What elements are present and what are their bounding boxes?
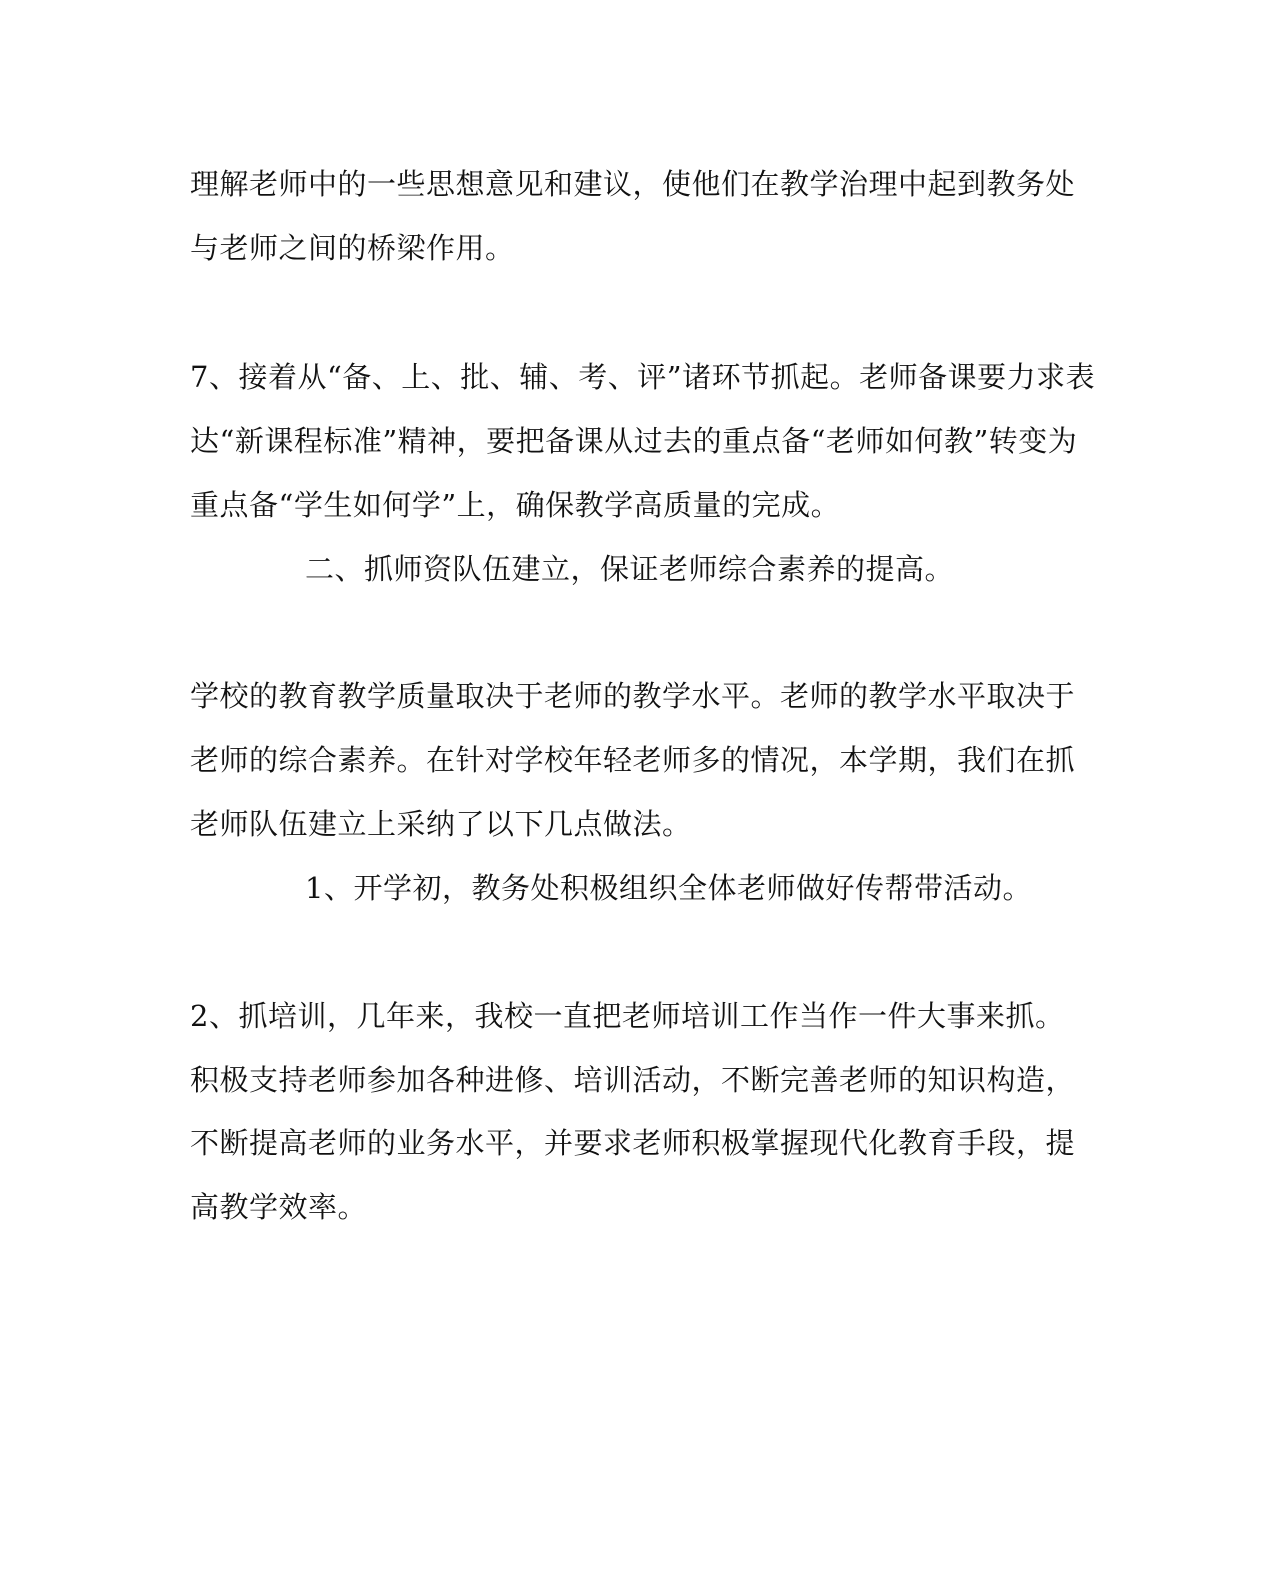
paragraph-line: 达“新课程标准”精神，要把备课从过去的重点备“老师如何教”转变为 bbox=[190, 424, 1078, 458]
paragraph-line: 学校的教育教学质量取决于老师的教学水平。老师的教学水平取决于 bbox=[190, 679, 1076, 713]
paragraph-line: 7、接着从“备、上、批、辅、考、评”诸环节抓起。老师备课要力求表 bbox=[190, 360, 1096, 394]
paragraph-line: 理解老师中的一些思想意见和建议，使他们在教学治理中起到教务处 bbox=[190, 167, 1076, 201]
paragraph-line: 与老师之间的桥梁作用。 bbox=[190, 231, 515, 265]
paragraph-line: 老师队伍建立上采纳了以下几点做法。 bbox=[190, 807, 692, 841]
paragraph-line: 2、抓培训，几年来，我校一直把老师培训工作当作一件大事来抓。 bbox=[190, 999, 1065, 1033]
list-item-heading: 1、开学初，教务处积极组织全体老师做好传帮带活动。 bbox=[305, 871, 1032, 905]
paragraph-line: 积极支持老师参加各种进修、培训活动，不断完善老师的知识构造， bbox=[190, 1063, 1076, 1097]
paragraph-line: 不断提高老师的业务水平，并要求老师积极掌握现代化教育手段，提 bbox=[190, 1126, 1076, 1160]
paragraph-line: 老师的综合素养。在针对学校年轻老师多的情况，本学期，我们在抓 bbox=[190, 743, 1076, 777]
paragraph-line: 高教学效率。 bbox=[190, 1190, 368, 1224]
section-heading: 二、抓师资队伍建立，保证老师综合素养的提高。 bbox=[305, 552, 955, 586]
paragraph-line: 重点备“学生如何学”上，确保教学高质量的完成。 bbox=[190, 488, 841, 522]
